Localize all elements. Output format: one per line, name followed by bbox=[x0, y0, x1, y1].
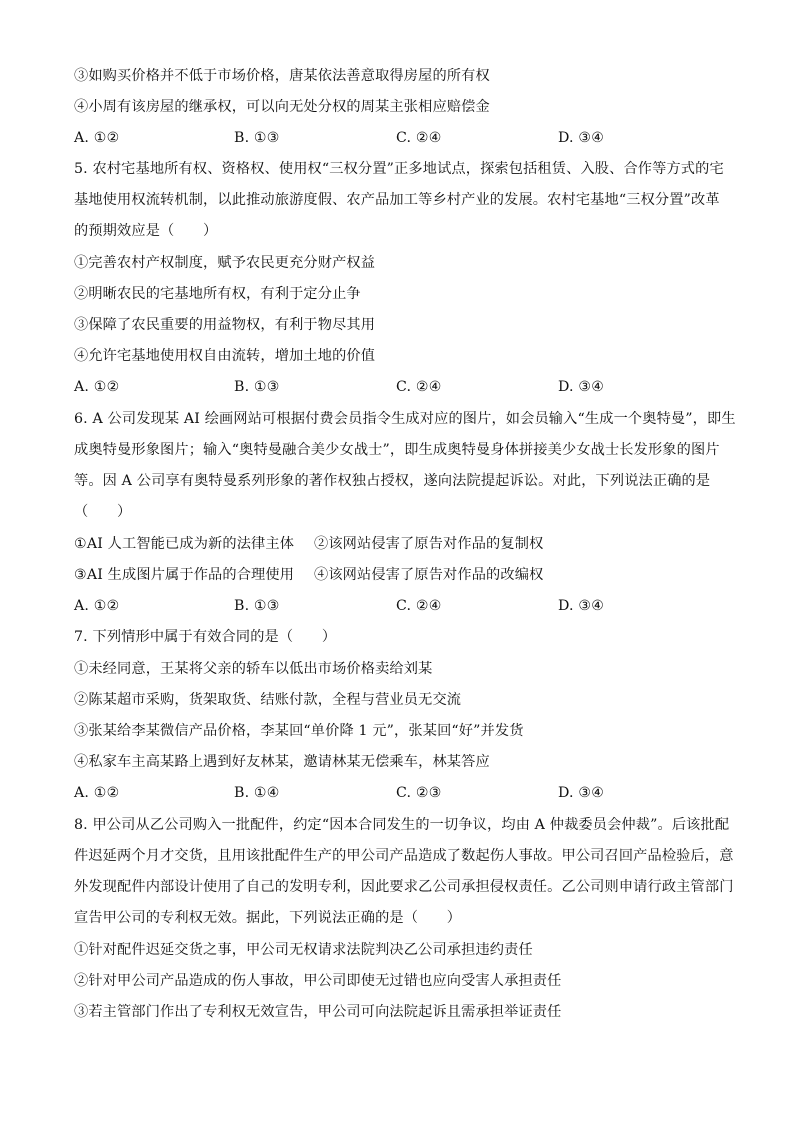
q5-stem-line-2: 基地使用权流转机制，以此推动旅游度假、农产品加工等乡村产业的发展。农村宅基地“三权分置”改革 bbox=[74, 192, 720, 208]
q6-stem-line-3: 等。因 A 公司享有奥特曼系列形象的著作权独占授权，遂向法院提起诉讼。对此，下列说法正确的是 bbox=[74, 473, 711, 489]
q8-stem-line-3: 外发现配件内部设计使用了自己的发明专利，因此要求乙公司承担侵权责任。乙公司则申请行政主管部门 bbox=[74, 879, 734, 895]
q6-stem-line-2: 成奥特曼形象图片；输入“奥特曼融合美少女战士”，即生成奥特曼身体拼接美少女战士长发形象的图片 bbox=[74, 442, 720, 458]
option-d: D. ③④ bbox=[558, 379, 605, 395]
q8-item-2: ②针对甲公司产品造成的伤人事故，甲公司即使无过错也应向受害人承担责任 bbox=[74, 973, 562, 989]
option-b: B. ①④ bbox=[234, 785, 280, 801]
q5-item-1: ①完善农村产权制度，赋予农民更充分财产权益 bbox=[74, 255, 376, 271]
q8-item-1: ①针对配件迟延交货之事，甲公司无权请求法院判决乙公司承担违约责任 bbox=[74, 942, 533, 958]
q5-stem-line-1: 5. 农村宅基地所有权、资格权、使用权“三权分置”正多地试点，探索包括租赁、入股、合作等方式的宅 bbox=[74, 161, 724, 177]
q8-stem-line-1: 8. 甲公司从乙公司购入一批配件，约定“因本合同发生的一切争议，均由 A 仲裁委员会仲裁”。后该批配 bbox=[74, 817, 730, 833]
q7-stem-line-1: 7. 下列情形中属于有效合同的是（ ） bbox=[74, 629, 337, 645]
q5-item-3: ③保障了农民重要的用益物权，有利于物尽其用 bbox=[74, 317, 376, 333]
option-d: D. ③④ bbox=[558, 130, 605, 146]
option-a: A. ①② bbox=[74, 598, 120, 614]
option-c: C. ②④ bbox=[396, 598, 442, 614]
prev-item-3: ③如购买价格并不低于市场价格，唐某依法善意取得房屋的所有权 bbox=[74, 68, 490, 84]
option-a: A. ①② bbox=[74, 785, 120, 801]
q7-item-4: ④私家车主高某路上遇到好友林某，邀请林某无偿乘车，林某答应 bbox=[74, 754, 490, 770]
q7-item-2: ②陈某超市采购，货架取货、结账付款，全程与营业员无交流 bbox=[74, 692, 462, 708]
q8-stem-line-4: 宣告甲公司的专利权无效。据此，下列说法正确的是（ ） bbox=[74, 910, 462, 926]
q7-item-3: ③张某给李某微信产品价格，李某回“单价降 1 元”，张某回“好”并发货 bbox=[74, 723, 524, 739]
q8-item-3: ③若主管部门作出了专利权无效宣告，甲公司可向法院起诉且需承担举证责任 bbox=[74, 1004, 562, 1020]
q5-stem-line-3: 的预期效应是（ ） bbox=[74, 223, 218, 239]
q6-stem-line-4: （ ） bbox=[74, 504, 132, 520]
q5-item-2: ②明晰农民的宅基地所有权，有利于定分止争 bbox=[74, 286, 361, 302]
q5-item-4: ④允许宅基地使用权自由流转，增加土地的价值 bbox=[74, 348, 376, 364]
option-b: B. ①③ bbox=[234, 598, 280, 614]
option-b: B. ①③ bbox=[234, 130, 280, 146]
q6-item-1: ①AI 人工智能已成为新的法律主体 bbox=[74, 536, 295, 552]
q6-item-3: ③AI 生成图片属于作品的合理使用 bbox=[74, 567, 295, 583]
option-c: C. ②③ bbox=[396, 785, 442, 801]
q7-item-1: ①未经同意，王某将父亲的轿车以低出市场价格卖给刘某 bbox=[74, 661, 433, 677]
q6-stem-line-1: 6. A 公司发现某 AI 绘画网站可根据付费会员指令生成对应的图片，如会员输入“生成一个奥特曼”，即生 bbox=[74, 411, 736, 427]
q6-item-4: ④该网站侵害了原告对作品的改编权 bbox=[314, 567, 544, 583]
option-c: C. ②④ bbox=[396, 130, 442, 146]
q6-item-2: ②该网站侵害了原告对作品的复制权 bbox=[314, 536, 544, 552]
option-d: D. ③④ bbox=[558, 785, 605, 801]
option-b: B. ①③ bbox=[234, 379, 280, 395]
q8-stem-line-2: 件迟延两个月才交货，且用该批配件生产的甲公司产品造成了数起伤人事故。甲公司召回产品检验后，意 bbox=[74, 848, 734, 864]
prev-item-4: ④小周有该房屋的继承权，可以向无处分权的周某主张相应赔偿金 bbox=[74, 99, 490, 115]
option-c: C. ②④ bbox=[396, 379, 442, 395]
option-d: D. ③④ bbox=[558, 598, 605, 614]
option-a: A. ①② bbox=[74, 130, 120, 146]
option-a: A. ①② bbox=[74, 379, 120, 395]
